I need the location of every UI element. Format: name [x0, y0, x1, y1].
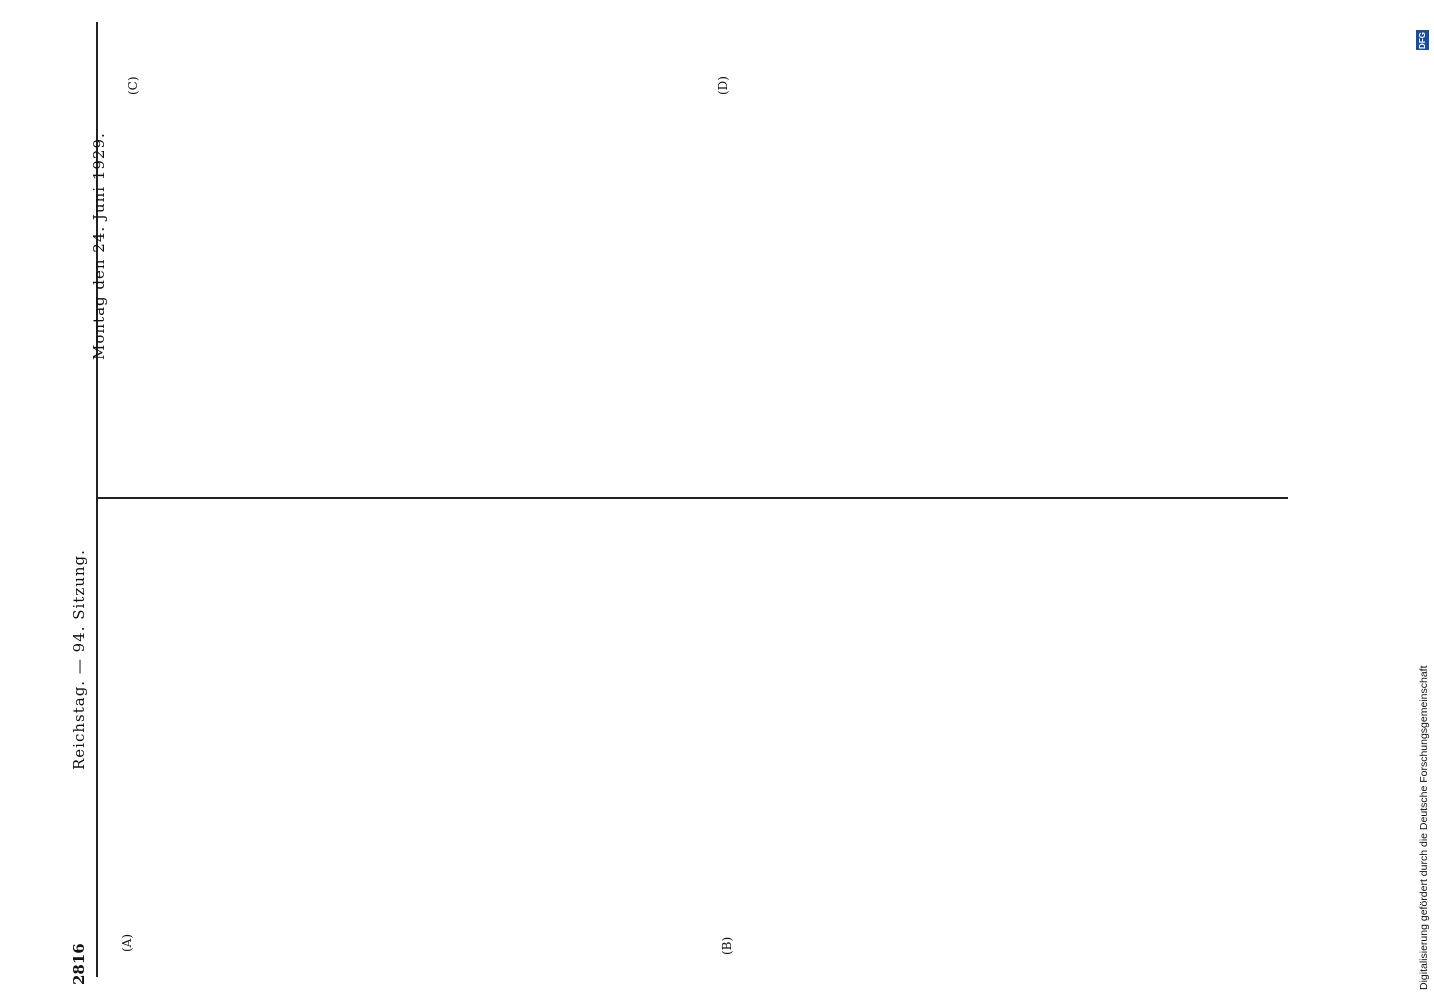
- margin-mark-d: (D): [716, 76, 730, 95]
- session-title: Reichstag. — 94. Sitzung.: [70, 549, 88, 770]
- left-text-column: [98, 510, 1288, 978]
- date-header: Montag den 24. Juni 1929.: [90, 132, 108, 360]
- margin-mark-c: (C): [126, 76, 140, 95]
- margin-mark-a: (A): [120, 933, 134, 952]
- dfg-logo: [1416, 30, 1429, 50]
- page-number: 2816: [70, 943, 88, 985]
- dfg-logo-text: DFG: [1418, 31, 1428, 49]
- margin-mark-b: (B): [720, 936, 734, 955]
- digitization-note: Digitalisierung gefördert durch die Deutsche Forschungsgemeinschaft: [1418, 665, 1430, 990]
- column-divider: [98, 497, 1288, 499]
- right-text-column: [98, 22, 1288, 494]
